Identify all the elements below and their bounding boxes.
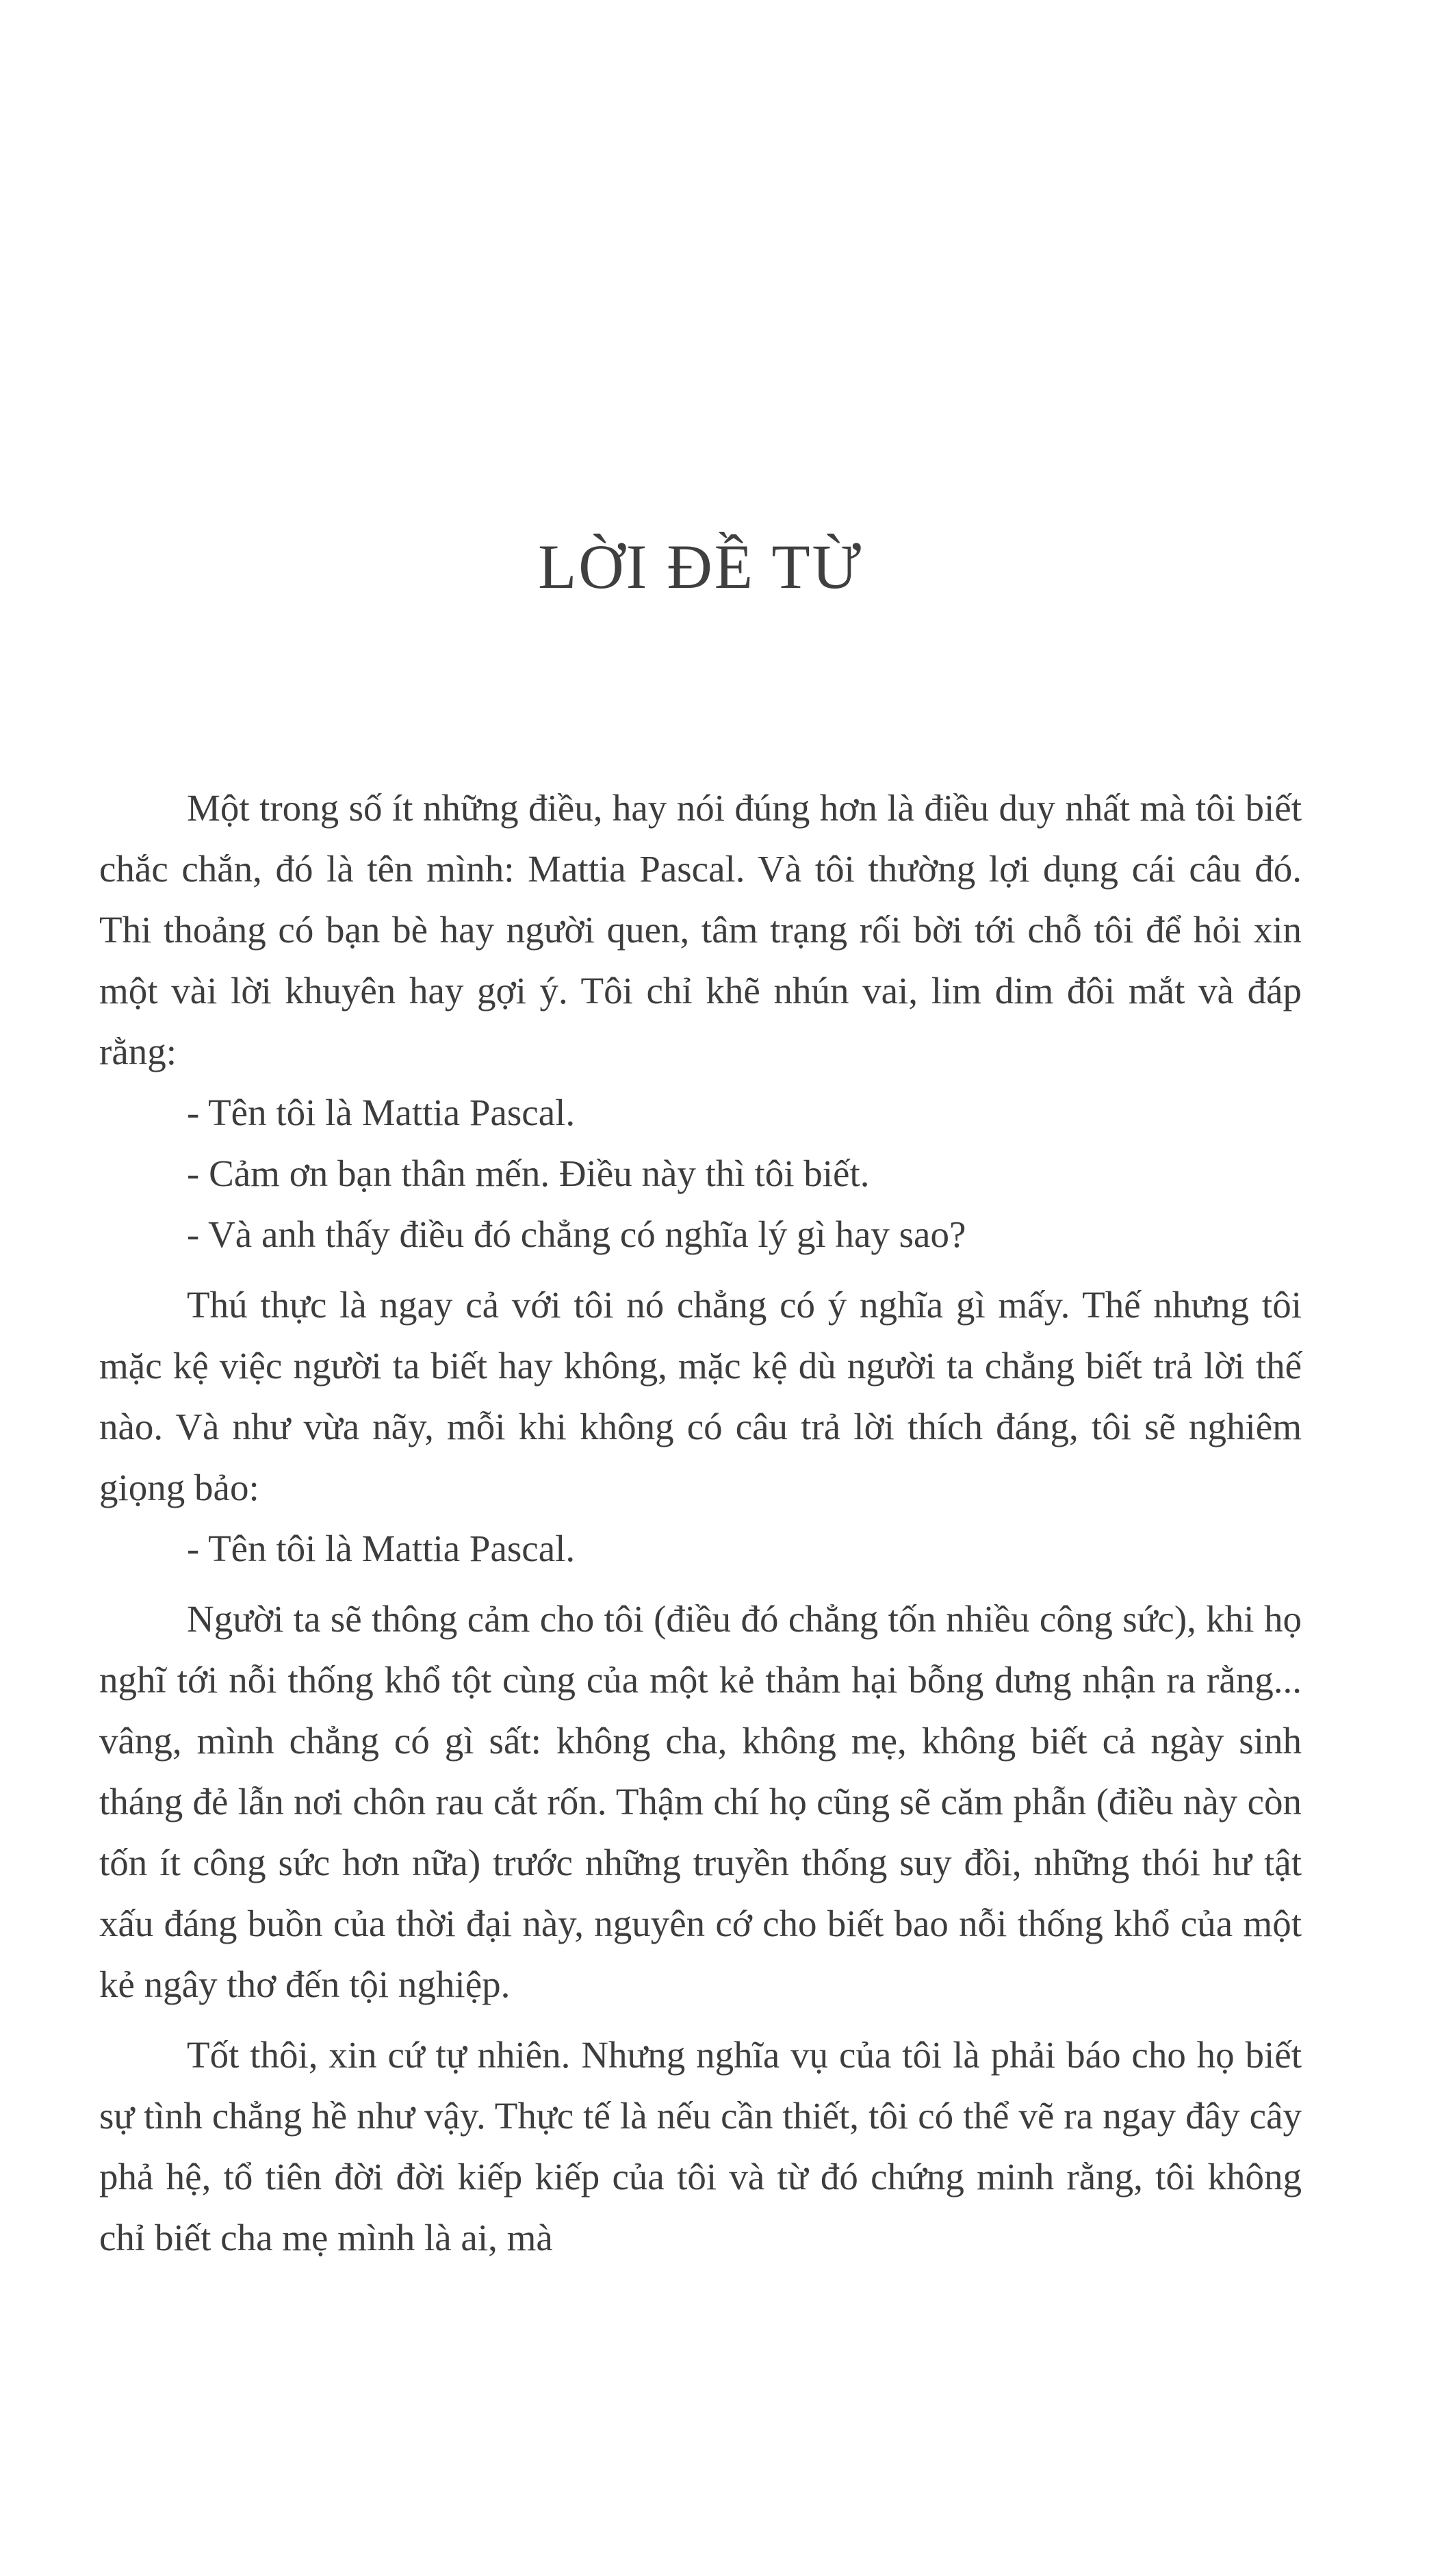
dialogue-line: - Cảm ơn bạn thân mến. Điều này thì tôi biết.: [187, 1152, 870, 1194]
body-paragraph: Thú thực là ngay cả với tôi nó chẳng có ý nghĩa gì mấy. Thế nhưng tôi mặc kệ việc người ta biết hay không, mặc kệ dù người ta chẳng biết trả lời thế nào. Và như vừa nãy, mỗi khi không có câu trả lời thích đáng, tôi sẽ nghiêm giọng bảo:: [99, 1284, 1302, 1508]
page-title: LỜI ĐỀ TỪ: [538, 532, 863, 602]
dialogue-line: - Và anh thấy điều đó chẳng có nghĩa lý gì hay sao?: [187, 1213, 966, 1255]
body-paragraph: Người ta sẽ thông cảm cho tôi (điều đó chẳng tốn nhiều công sức), khi họ nghĩ tới nỗi thống khổ tột cùng của một kẻ thảm hại bỗng dưng nhận ra rằng... vâng, mình chẳng có gì sất: không cha, không mẹ, không biết cả ngày sinh tháng đẻ lẫn nơi chôn rau cắt rốn. Thậm chí họ cũng sẽ căm phẫn (điều này còn tốn ít công sức hơn nữa) trước những truyền thống suy đồi, những thói hư tật xấu đáng buồn của thời đại này, nguyên cớ cho biết bao nỗi thống khổ của một kẻ ngây thơ đến tội nghiệp.: [99, 1598, 1302, 2005]
body-paragraph: Một trong số ít những điều, hay nói đúng hơn là điều duy nhất mà tôi biết chắc chắn, đó là tên mình: Mattia Pascal. Và tôi thường lợi dụng cái câu đó. Thi thoảng có bạn bè hay người quen, tâm trạng rối bời tới chỗ tôi để hỏi xin một vài lời khuyên hay gợi ý. Tôi chỉ khẽ nhún vai, lim dim đôi mắt và đáp rằng:: [99, 787, 1302, 1072]
dialogue-line: - Tên tôi là Mattia Pascal.: [187, 1528, 576, 1569]
dialogue-line: - Tên tôi là Mattia Pascal.: [187, 1092, 576, 1133]
page-content: [99, 777, 1302, 2268]
body-paragraph: Tốt thôi, xin cứ tự nhiên. Nhưng nghĩa vụ của tôi là phải báo cho họ biết sự tình chẳng hề như vậy. Thực tế là nếu cần thiết, tôi có thể vẽ ra ngay đây cây phả hệ, tổ tiên đời đời kiếp kiếp của tôi và từ đó chứng minh rằng, tôi không chỉ biết cha mẹ mình là ai, mà: [99, 2034, 1302, 2258]
